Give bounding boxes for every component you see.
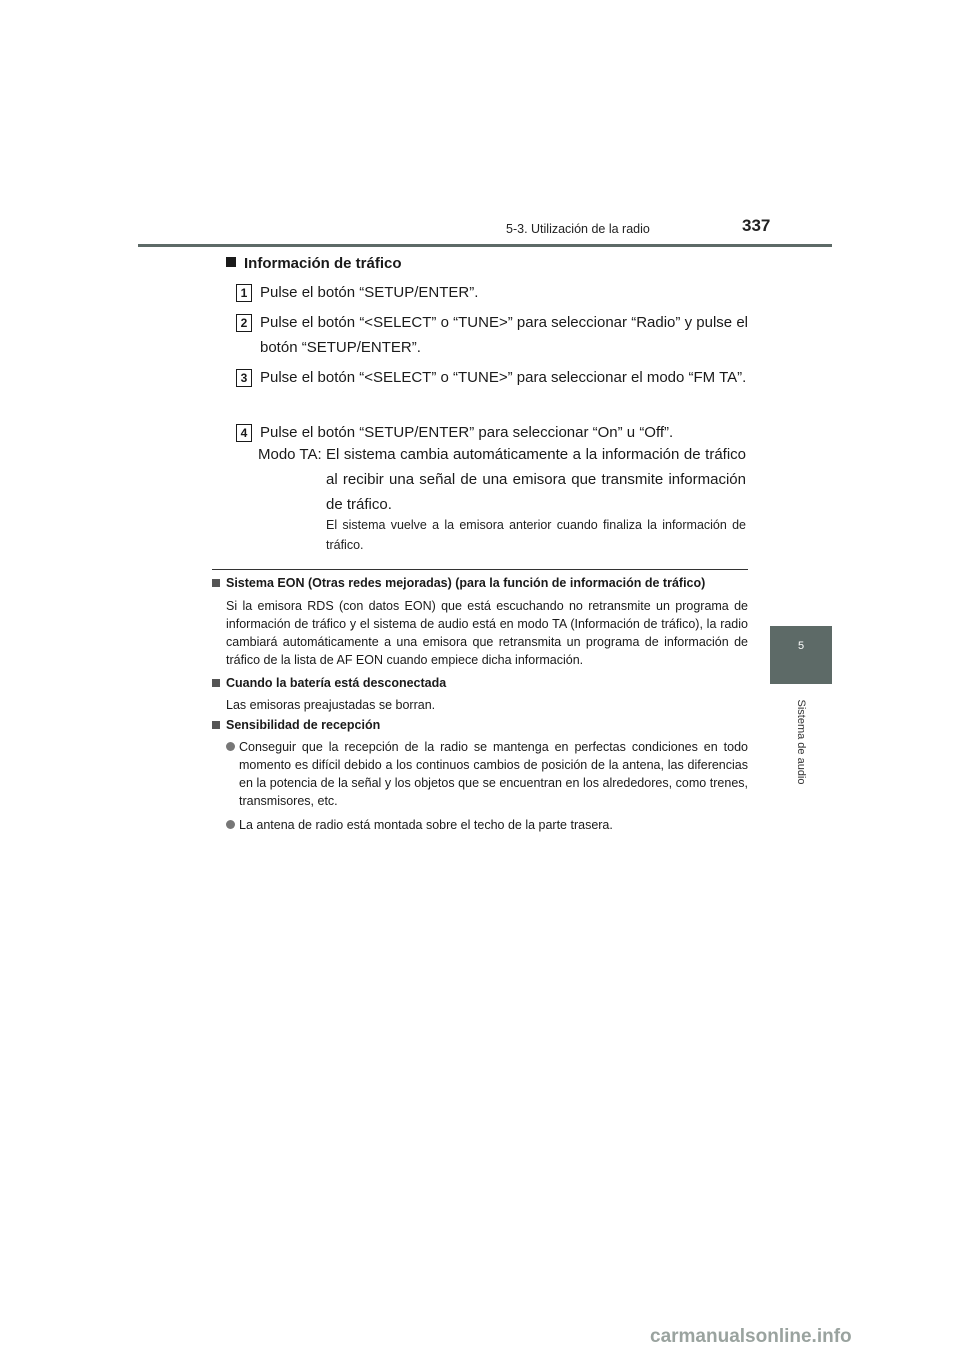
mode-note: El sistema vuelve a la emisora anterior cuando finaliza la información de tráfico. [326,518,746,552]
step-text: Pulse el botón “<SELECT” o “TUNE>” para seleccionar el modo “FM TA”. [260,369,747,386]
step-1 [236,284,748,305]
square-bullet-icon [212,721,220,729]
square-bullet-icon [212,579,220,587]
chapter-title: Sistema de audio [795,699,807,785]
step-3 [236,369,748,390]
bullet-dot-icon [226,820,235,829]
note-heading-text: Cuando la batería está desconectada [226,676,447,690]
note-body: Las emisoras preajustadas se borran. [226,698,436,712]
chapter-number: 5 [797,640,805,652]
list-item-text: Conseguir que la recepción de la radio se mantenga en perfectas condiciones en todo momento es difícil debido a los continuos cambios de posición de la antena, las diferencias en la potencia de la señal y los objetos que se encuentran en los alrededores, como trenes, transmisores, etc. [239,740,748,808]
note-heading-text: Sistema EON (Otras redes mejoradas) (para la función de información de tráfico) [226,576,706,590]
note-heading [212,718,380,732]
bullet-dot-icon [226,742,235,751]
watermark: carmanualsonline.info [650,1326,852,1347]
section-title: 5-3. Utilización de la radio [506,222,650,236]
main-heading [226,255,402,272]
step-text: Pulse el botón “<SELECT” o “TUNE>” para seleccionar “Radio” y pulse el botón “SETUP/ENTER”. [260,314,748,356]
list-item-text: La antena de radio está montada sobre el techo de la parte trasera. [239,818,613,832]
note-heading-text: Sensibilidad de recepción [226,718,381,732]
step-number: 1 [236,284,252,302]
step-text: Pulse el botón “SETUP/ENTER”. [260,284,479,301]
step-number: 3 [236,369,252,387]
mode-definition: El sistema cambia automáticamente a la información de tráfico al recibir una señal de una emisora que transmite información de tráfico. [326,446,746,513]
square-bullet-icon [212,679,220,687]
list-item [226,738,748,810]
note-body: Si la emisora RDS (con datos EON) que está escuchando no retransmite un programa de información de tráfico y el sistema de audio está en modo TA (Información de tráfico), la radio cambiará automáticamente a una emisora que retransmita un programa de información de tráfico de la lista de AF EON cuando empiece dicha información. [226,599,748,667]
mode-term: Modo TA: [258,446,322,463]
page-number: 337 [742,216,771,235]
step-number: 2 [236,314,252,332]
header-rule [138,244,832,247]
note-heading [212,676,446,690]
list-item [226,816,748,834]
square-bullet-icon [226,257,236,267]
separator [212,569,748,570]
chapter-tab [770,626,832,684]
step-number: 4 [236,424,252,442]
step-text: Pulse el botón “SETUP/ENTER” para seleccionar “On” u “Off”. [260,424,674,441]
step-2 [236,314,748,360]
main-heading-text: Información de tráfico [244,255,402,272]
note-heading [212,576,705,590]
